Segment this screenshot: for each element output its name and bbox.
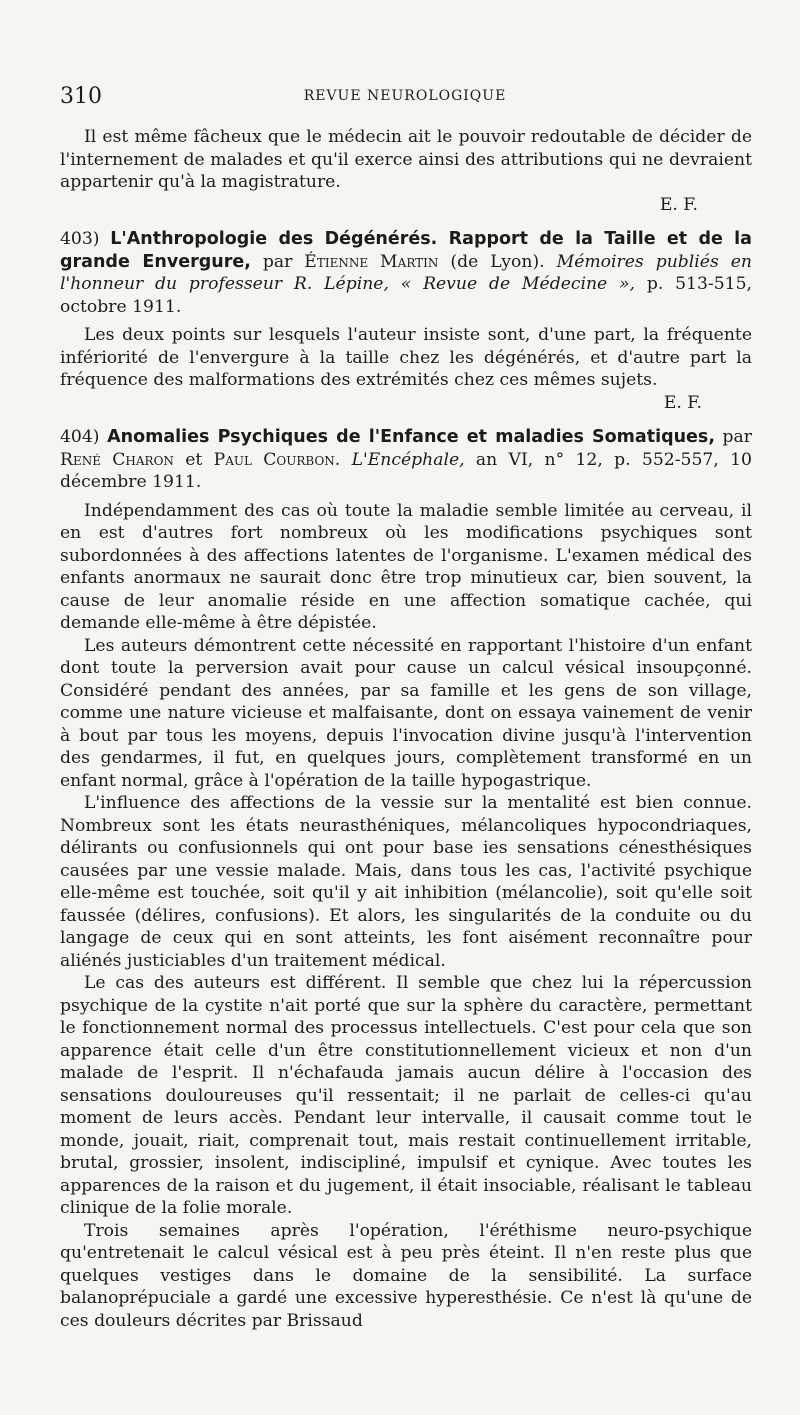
entry-404-heading [60, 426, 752, 494]
paragraph: L'influence des affections de la vessie sur la mentalité est bien connue. Nombreux sont les états neurasthéniques, mélancoliques hypocondriaques, délirants ou confusionnels qui ont pour base ies sensations cénesthésiques causées par une vessie malade. Mais, dans tous les cas, l'activité psychique elle-même est touchée, soit qu'il y ait inhibition (mélancolie), soit qu'elle soit faussée (délires, confusions). Et alors, les singularités de la conduite ou du langage de ceux qui en sont atteints, les font aisément reconnaître pour aliénés justiciables d'un traitement médical. [60, 793, 752, 971]
entry-403-heading [60, 228, 752, 318]
by-word: par [262, 251, 293, 272]
author: Étienne Martin [304, 251, 439, 272]
entry-number: 403) [60, 229, 100, 249]
intro-signature: E. F. [659, 194, 698, 215]
entry-403 [60, 228, 752, 414]
page-number: 310 [60, 84, 102, 109]
author-2: Paul Courbon. [213, 449, 341, 470]
paragraph: Indépendamment des cas où toute la maladie semble limitée au cerveau, il en est d'autres fort nombreux où les modifications psychiques sont subordonnées à des affections latentes de l'organisme. L'examen médical des enfants anormaux ne saurait donc être trop minutieux car, bien souvent, la cause de leur anomalie réside en une affection somatique cachée, qui demande elle-même à être dépistée. [60, 500, 752, 633]
entry-403-signature: E. F. [663, 392, 702, 413]
page-header [60, 84, 750, 114]
entry-title: Anomalies Psychiques de l'Enfance et maladies Somatiques, [107, 427, 715, 447]
article-body [60, 126, 752, 1332]
by-word: par [722, 427, 752, 447]
author-1: René Charon [60, 449, 174, 470]
entry-number: 404) [60, 427, 100, 447]
running-title: REVUE NEUROLOGIQUE [303, 88, 507, 104]
author-origin: (de Lyon). [450, 251, 545, 272]
intro-paragraph: Il est même fâcheux que le médecin ait le pouvoir redoutable de décider de l'internement de malades et qu'il exerce ainsi des attributions qui ne devraient appartenir qu'à la magistrature. [60, 127, 752, 192]
source-details: an VI, n° 12, p. 552-557, 10 décembre 1911. [60, 449, 752, 492]
paragraph: Les auteurs démontrent cette nécessité en rapportant l'histoire d'un enfant dont toute la perversion avait pour cause un calcul vésical insoupçonné. Considéré pendant des années, par sa famille et les gens de son village, comme une nature vicieuse et malfaisante, dont on essaya vainement de venir à bout par tous les moyens, depuis l'invocation divine jusqu'à l'intervention des gendarmes, il fut, en quelques jours, complètement transformé en un enfant normal, grâce à l'opération de la taille hypogastrique. [60, 635, 752, 791]
source-details: p. 513-515, octobre 1911. [60, 274, 752, 317]
paragraph: Le cas des auteurs est différent. Il semble que chez lui la répercussion psychique de la cystite n'ait porté que sur la sphère du caractère, permettant le fonctionnement normal des processus intellectuels. C'est pour cela que son apparence était celle d'un être constitutionnellement vicieux et non d'un malade de l'esprit. Il n'échafauda jamais aucun délire à l'occasion des sensations douloureuses qu'il ressentait; il ne parlait de celles-ci qu'au moment de leurs accès. Pendant leur intervalle, il causait comme tout le monde, jouait, riait, comprenait tout, mais restait continuellement irritable, brutal, grossier, insolent, indiscipliné, impulsif et cynique. Avec toutes les apparences de la raison et du jugement, il était insociable, réalisant le tableau clinique de la folie morale. [60, 973, 752, 1218]
paragraph: Trois semaines après l'opération, l'éréthisme neuro-psychique qu'entretenait le calcul vésical est à peu près éteint. Il n'en reste plus que quelques vestiges dans le domaine de la sensibilité. La surface balanoprépuciale a gardé une excessive hyperesthésie. Ce n'est là qu'une de ces douleurs décrites par Brissaud [60, 1220, 752, 1331]
source-title: Mémoires publiés en l'honneur du professeur R. Lépine, « Revue de Médecine », [60, 251, 752, 294]
entry-404 [60, 426, 752, 1332]
journal-title: L'Encéphale, [351, 449, 465, 470]
and-word: et [185, 449, 203, 470]
entry-403-summary: Les deux points sur lesquels l'auteur insiste sont, d'une part, la fréquente infériorité de l'envergure à la taille chez les dégénérés, et d'autre part la fréquence des malformations des extrémités chez ces mêmes sujets. [60, 325, 752, 390]
entry-title: L'Anthropologie des Dégénérés. Rapport de la Taille et de la grande Envergure, [60, 229, 752, 272]
